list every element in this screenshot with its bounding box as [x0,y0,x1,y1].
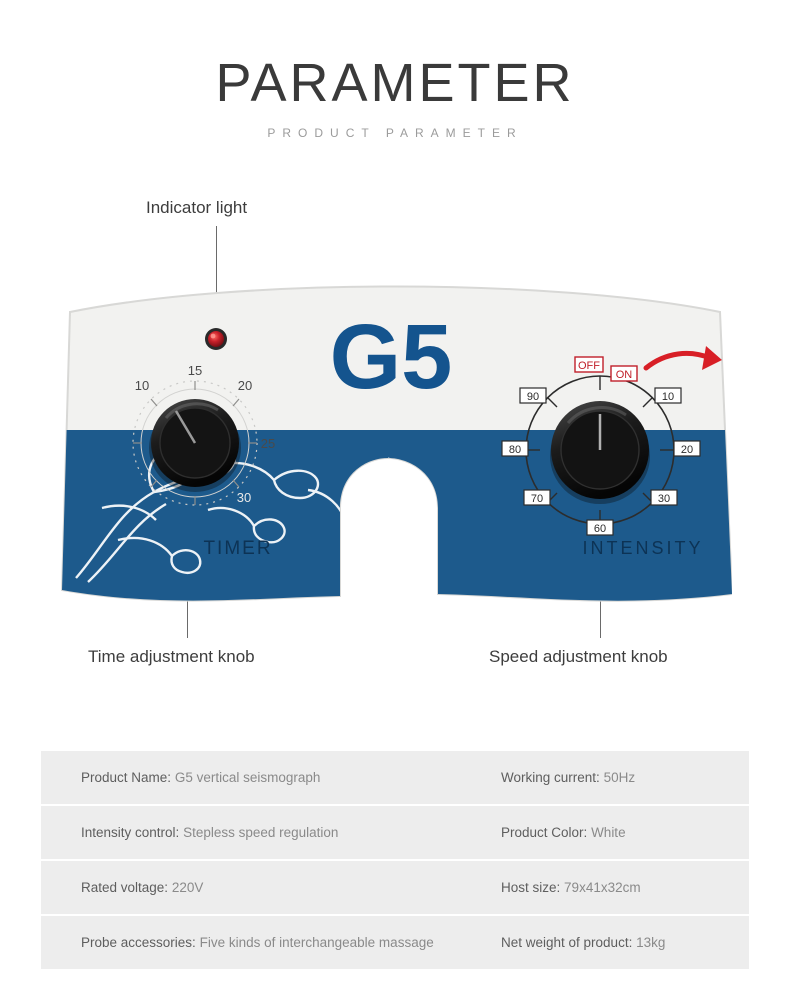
callout-time-knob: Time adjustment knob [88,647,255,666]
intensity-tick-60 [587,520,613,535]
table-row [41,860,749,915]
svg-text:60: 60 [593,523,607,535]
device-control-panel-image [58,278,732,608]
svg-text:90: 90 [526,391,540,403]
spec-value: G5 vertical seismograph [174,770,321,785]
spec-value: 13kg [636,935,666,950]
intensity-tick-on [611,366,637,381]
intensity-tick-20 [674,441,700,456]
spec-value: 220V [171,880,204,895]
intensity-label: INTENSITY [582,538,704,558]
spec-value: 50Hz [603,770,636,785]
table-row [41,915,749,969]
indicator-led [205,328,227,350]
spec-cell-right [467,805,749,860]
spec-cell-right [467,751,749,805]
spec-key: Intensity control: [81,825,180,840]
spec-key: Probe accessories: [81,935,196,950]
spec-value: Five kinds of interchangeable massage [199,935,434,950]
spec-key: Net weight of product: [501,935,633,950]
spec-cell-left [41,860,467,915]
timer-tick-15: 15 [187,363,203,378]
timer-tick-25: 25 [260,436,276,451]
svg-text:30: 30 [657,493,671,505]
spec-key: Host size: [501,880,561,895]
table-row [41,805,749,860]
speed-adjustment-knob[interactable] [550,401,650,504]
timer-tick-20: 20 [237,378,253,393]
spec-key: Rated voltage: [81,880,169,895]
spec-cell-left [41,751,467,805]
svg-text:20: 20 [680,444,694,456]
spec-key: Product Color: [501,825,588,840]
svg-text:70: 70 [530,493,544,505]
svg-text:ON: ON [615,369,633,381]
timer-label: TIMER [203,538,273,559]
intensity-tick-80 [502,441,528,456]
intensity-tick-70 [524,490,550,505]
spec-cell-right [467,860,749,915]
spec-value: Stepless speed regulation [183,825,339,840]
spec-cell-right [467,915,749,969]
timer-tick-10: 10 [134,378,150,393]
svg-text:OFF: OFF [578,360,600,372]
spec-value: 79x41x32cm [564,880,641,895]
svg-text:10: 10 [661,391,675,403]
page-subtitle: PRODUCT PARAMETER [267,126,523,140]
spec-cell-left [41,915,467,969]
table-row [41,751,749,805]
timer-tick-30: 30 [236,490,252,505]
intensity-tick-90 [520,388,546,403]
page-title: PARAMETER [215,53,575,113]
intensity-tick-10 [655,388,681,403]
spec-key: Product Name: [81,770,172,785]
intensity-tick-off [575,357,603,372]
svg-text:80: 80 [508,444,522,456]
spec-key: Working current: [501,770,600,785]
spec-value: White [591,825,626,840]
spec-cell-left [41,805,467,860]
brand-logo-g5: G5 [329,306,453,408]
callout-speed-knob: Speed adjustment knob [489,647,668,666]
page-header [0,52,790,140]
intensity-tick-30 [651,490,677,505]
specifications-table [41,751,749,969]
callout-indicator-light: Indicator light [146,198,248,217]
